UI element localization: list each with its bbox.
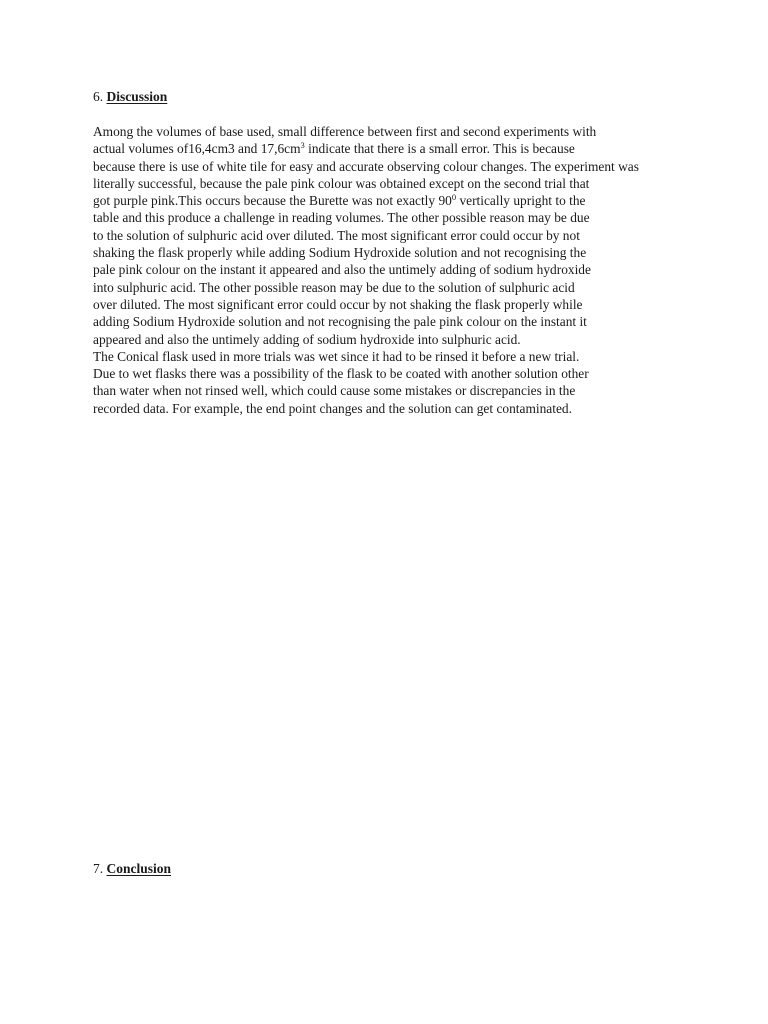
text-line: into sulphuric acid. The other possible reason may be due to the solution of sulphuric acid (93, 279, 575, 295)
superscript: 3 (300, 140, 305, 151)
text-line: appeared and also the untimely adding of sodium hydroxide into sulphuric acid. (93, 331, 521, 347)
text-line: over diluted. The most significant error could occur by not shaking the flask properly while (93, 296, 583, 312)
text-line: pale pink colour on the instant it appeared and also the untimely adding of sodium hydroxide (93, 262, 591, 278)
text-line: adding Sodium Hydroxide solution and not recognising the pale pink colour on the instant it (93, 314, 587, 330)
text-line (93, 192, 683, 209)
section-number: 6. (93, 89, 104, 104)
superscript: 0 (451, 192, 457, 203)
text-line: literally successful, because the pale pink colour was obtained except on the second trial that (93, 175, 590, 191)
text-line: than water when not rinsed well, which could cause some mistakes or discrepancies in the (93, 383, 576, 399)
text-segment: indicate that there is a small error. This is because (304, 141, 575, 157)
discussion-paragraph (93, 123, 683, 417)
text-line: The Conical flask used in more trials was wet since it had to be rinsed it before a new trial. (93, 348, 580, 364)
text-segment: vertically upright to the (456, 193, 586, 209)
section-title: Discussion (106, 89, 168, 104)
section-title: Conclusion (106, 861, 172, 876)
text-line: shaking the flask properly while adding Sodium Hydroxide solution and not recognising the (93, 245, 587, 261)
text-line (93, 140, 683, 157)
discussion-heading (93, 88, 167, 105)
section-number: 7. (93, 861, 104, 876)
text-segment: actual volumes of16,4cm3 and 17,6cm (93, 141, 301, 157)
text-segment: got purple pink.This occurs because the Burette was not exactly 90 (93, 193, 452, 209)
text-line: because there is use of white tile for easy and accurate observing colour changes. The experiment was (93, 158, 639, 174)
text-line: Among the volumes of base used, small difference between first and second experiments with (93, 124, 597, 139)
text-line: to the solution of sulphuric acid over diluted. The most significant error could occur by not (93, 227, 580, 243)
text-line: recorded data. For example, the end point changes and the solution can get contaminated. (93, 400, 572, 416)
text-line: table and this produce a challenge in reading volumes. The other possible reason may be due (93, 210, 590, 226)
conclusion-heading (93, 860, 171, 877)
text-line: Due to wet flasks there was a possibility of the flask to be coated with another solution other (93, 366, 589, 382)
